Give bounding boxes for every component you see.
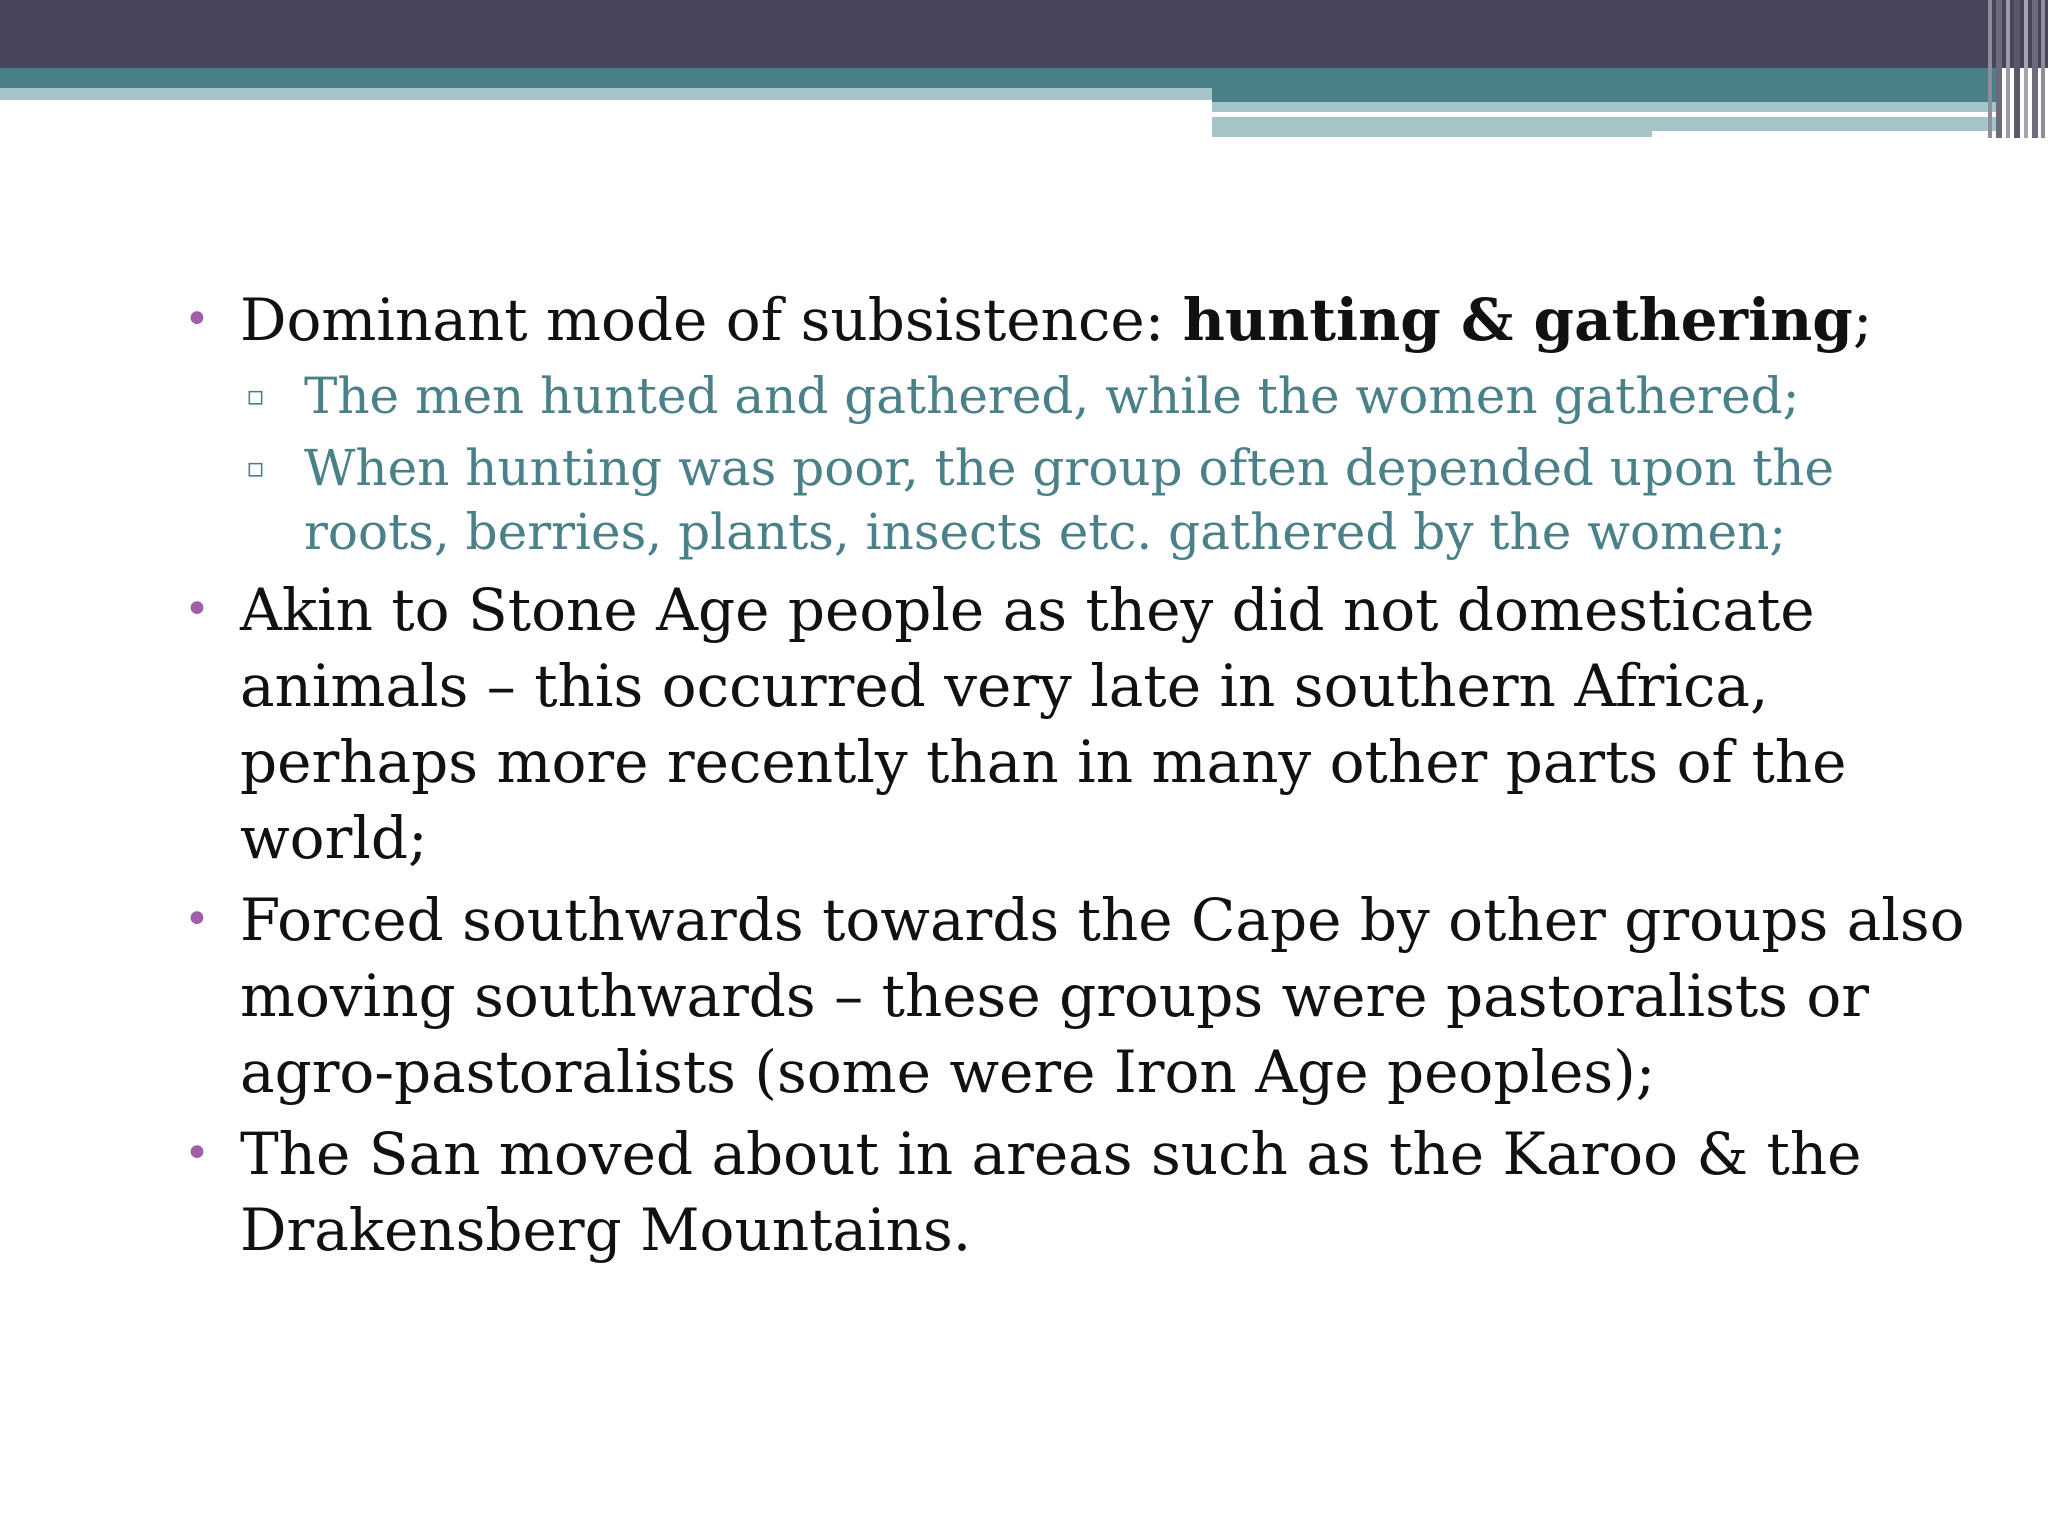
sub-bullet-item	[176, 436, 1966, 564]
header-bar-dark	[0, 0, 2048, 68]
header-bar-teal	[0, 68, 2000, 88]
header-bar-teal-right	[1212, 88, 2000, 102]
header-stripe	[2024, 0, 2028, 138]
header-stripe	[1988, 0, 1992, 138]
header-bar-light-lower	[1212, 117, 1652, 137]
bullet-list	[176, 282, 1966, 1274]
bullet-dot-icon: •	[184, 294, 210, 345]
bullet-item	[176, 1116, 1966, 1268]
bullet-text: Akin to Stone Age people as they did not domesticate animals – this occurred very late in southern Africa, perhaps more recently than in many other parts of the world;	[240, 576, 1847, 872]
header-stripe	[2014, 0, 2020, 138]
header-bar-light-left	[0, 88, 1212, 100]
bullet-text: The San moved about in areas such as the Karoo & the Drakensberg Mountains.	[240, 1120, 1862, 1264]
bullet-text-suffix: ;	[1852, 286, 1873, 354]
bullet-dot-icon: •	[184, 584, 210, 635]
header-stripe	[2041, 0, 2045, 138]
bullet-dot-icon: •	[184, 1128, 210, 1179]
bullet-dot-icon: •	[184, 894, 210, 945]
bullet-item	[176, 572, 1966, 876]
bullet-text-bold: hunting & gathering	[1182, 286, 1853, 354]
bullet-text: Forced southwards towards the Cape by other groups also moving southwards – these groups were pastoralists or agro-pastoralists (some were Iron Age peoples);	[240, 886, 1965, 1106]
bullet-item	[176, 282, 1966, 358]
header-stripe	[1996, 0, 2002, 138]
bullet-text-prefix: Dominant mode of subsistence:	[240, 286, 1183, 354]
header-bar-light-lower-2	[1652, 117, 1996, 131]
sub-bullet-square-icon: ▫	[246, 451, 265, 484]
sub-bullet-item	[176, 364, 1966, 428]
bullet-item	[176, 882, 1966, 1110]
sub-bullet-text: When hunting was poor, the group often depended upon the roots, berries, plants, insects etc. gathered by the women;	[304, 439, 1835, 561]
header-stripe	[2006, 0, 2010, 138]
header-stripe	[2032, 0, 2038, 138]
sub-bullet-text: The men hunted and gathered, while the women gathered;	[304, 367, 1800, 425]
sub-bullet-square-icon: ▫	[246, 379, 265, 412]
header-bar-light-right	[1212, 102, 1996, 112]
